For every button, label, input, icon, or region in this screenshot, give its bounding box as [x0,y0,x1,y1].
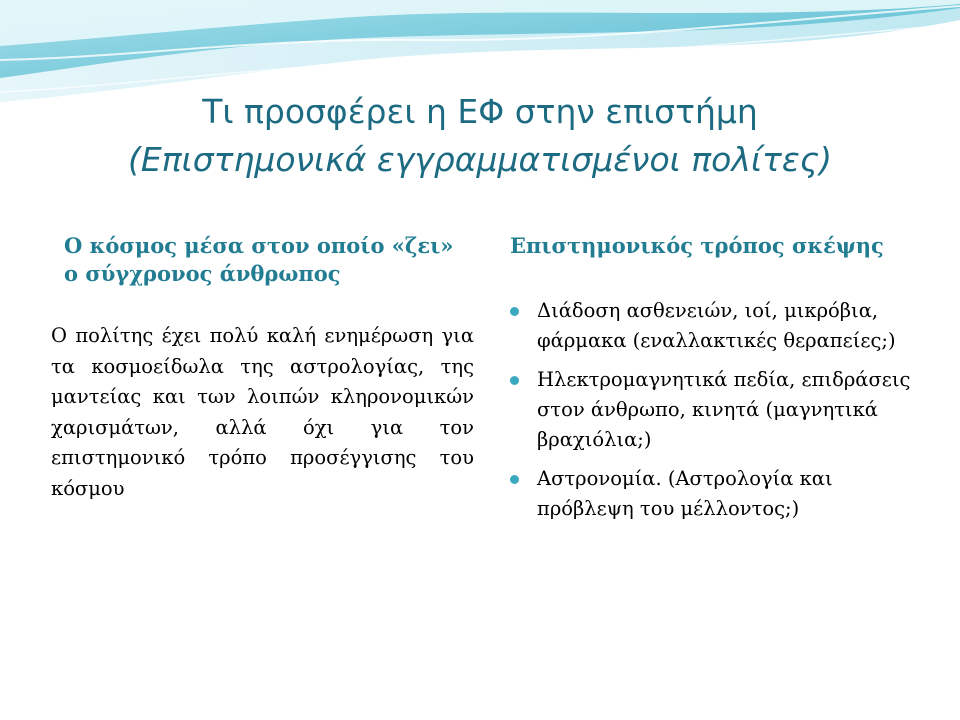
list-item [506,464,926,524]
list-item [506,365,926,455]
bullet-text: Διάδοση ασθενειών, ιοί, μικρόβια, φάρμακα (εναλλακτικές θεραπείες;) [537,299,896,352]
slide-title [0,88,960,184]
bullet-dot-icon [510,307,519,316]
left-column-paragraph: Ο πολίτης έχει πολύ καλή ενημέρωση για τα κοσμοείδωλα της αστρολογίας, της μαντείας και των λοιπών κληρονομικών χαρισμάτων, αλλά όχι για τον επιστημονικό τρόπο προσέγγισης του κόσμου [51,324,474,500]
right-column-bullet-list [506,296,926,533]
title-line-1: Τι προσφέρει η ΕΦ στην επιστήμη [202,92,758,131]
list-item [506,296,926,356]
title-line-2: (Επιστημονικά εγγραμματισμένοι πολίτες) [127,140,833,179]
bullet-dot-icon [510,475,519,484]
bullet-dot-icon [510,376,519,385]
bullet-text: Αστρονομία. (Αστρολογία και πρόβλεψη του μέλλοντος;) [537,467,833,520]
left-column-heading: Ο κόσμος μέσα στον οποίο «ζει» ο σύγχρονος άνθρωπος [64,233,454,286]
right-column-heading: Επιστημονικός τρόπος σκέψης [510,233,884,258]
bullet-text: Ηλεκτρομαγνητικά πεδία, επιδράσεις στον άνθρωπο, κινητά (μαγνητικά βραχιόλια;) [537,368,911,451]
